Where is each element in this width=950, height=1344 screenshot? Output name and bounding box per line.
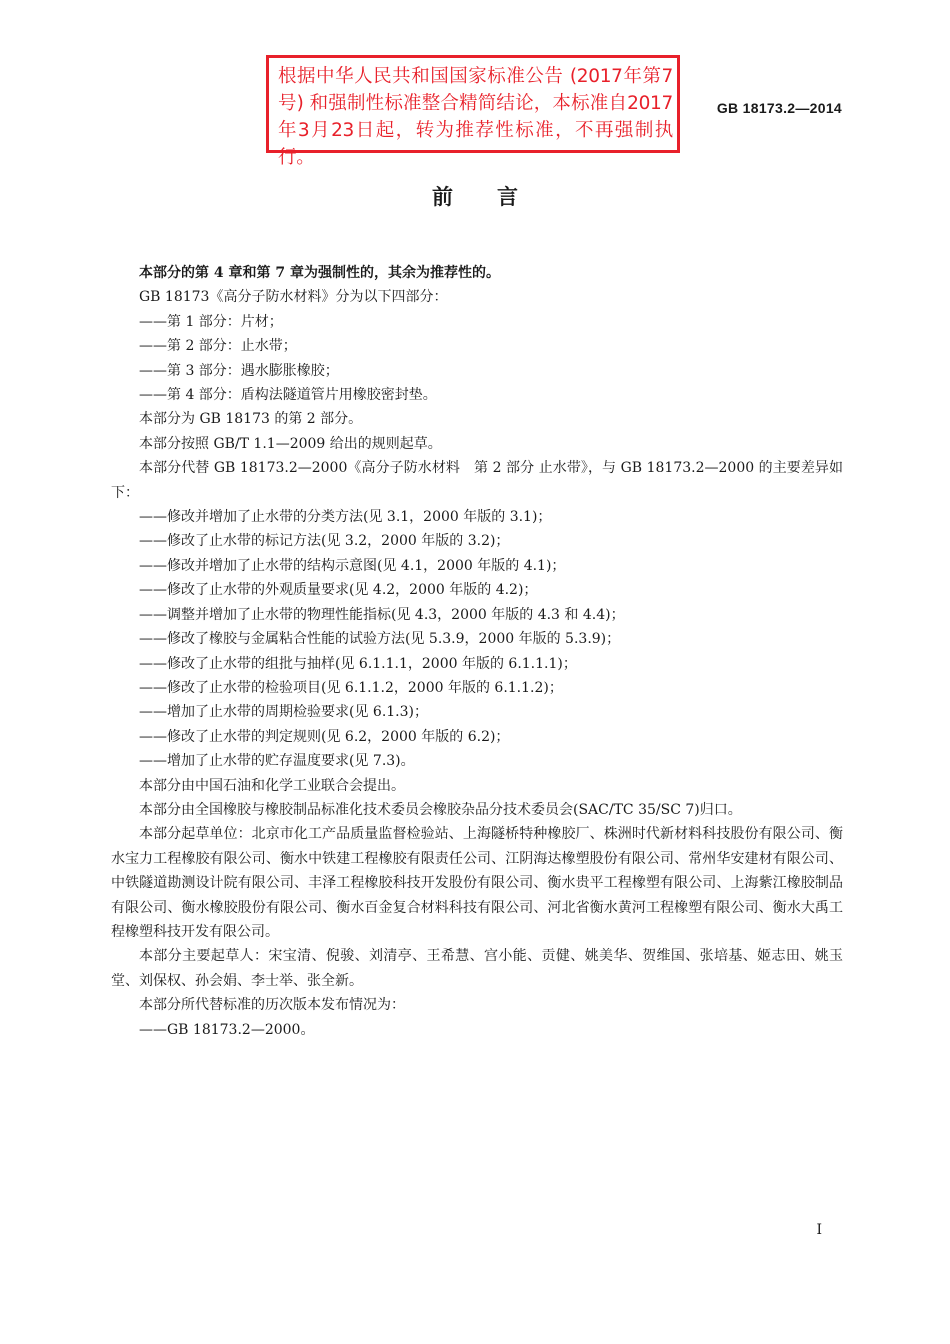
mandatory-status-notice <box>266 55 680 168</box>
list-item: ——修改并增加了止水带的分类方法(见 3.1，2000 年版的 3.1)； <box>139 509 552 526</box>
standard-code: GB 18173.2—2014 <box>716 100 842 116</box>
list-item: ——修改了止水带的检验项目(见 6.1.1.2，2000 年版的 6.1.1.2)； <box>139 679 563 696</box>
list-item: ——修改了止水带的判定规则(见 6.2，2000 年版的 6.2)； <box>139 728 510 745</box>
paragraph: 本部分的第 4 章和第 7 章为强制性的，其余为推荐性的。 <box>139 265 500 281</box>
paragraph: 本部分主要起草人：宋宝清、倪骏、刘清亭、王希慧、宫小能、贡健、姚美华、贺维国、张培基、姬志田、姚玉堂、刘保权、孙会娟、李士举、张全新。 <box>111 948 843 989</box>
paragraph: GB 18173《高分子防水材料》分为以下四部分： <box>139 289 448 306</box>
list-item: ——调整并增加了止水带的物理性能指标(见 4.3，2000 年版的 4.3 和 4.4)； <box>139 606 625 623</box>
list-item: ——第 4 部分：盾构法隧道管片用橡胶密封垫。 <box>139 387 437 404</box>
list-item: ——GB 18173.2—2000。 <box>139 1021 315 1038</box>
list-item: ——第 1 部分：片材； <box>139 313 283 330</box>
paragraph: 本部分由全国橡胶与橡胶制品标准化技术委员会橡胶杂品分技术委员会(SAC/TC 35/SC 7)归口。 <box>139 801 742 818</box>
paragraph: 本部分为 GB 18173 的第 2 部分。 <box>139 411 363 428</box>
paragraph: 本部分由中国石油和化学工业联合会提出。 <box>139 777 405 794</box>
list-item: ——修改了止水带的组批与抽样(见 6.1.1.1，2000 年版的 6.1.1.1)； <box>139 655 577 672</box>
list-item: ——修改了止水带的标记方法(见 3.2，2000 年版的 3.2)； <box>139 533 510 550</box>
page-title: 前言 <box>432 185 562 209</box>
page-number: I <box>816 1222 822 1238</box>
paragraph: 本部分代替 GB 18173.2—2000《高分子防水材料 第 2 部分 止水带》，与 GB 18173.2—2000 的主要差异如下： <box>111 460 843 501</box>
foreword-body <box>111 261 843 1042</box>
list-item: ——第 3 部分：遇水膨胀橡胶； <box>139 362 339 379</box>
paragraph: 本部分所代替标准的历次版本发布情况为： <box>139 997 405 1014</box>
list-item: ——修改了止水带的外观质量要求(见 4.2，2000 年版的 4.2)； <box>139 582 538 599</box>
list-item: ——增加了止水带的周期检验要求(见 6.1.3)； <box>139 704 428 721</box>
notice-text: 根据中华人民共和国国家标准公告 (2017年第7号) 和强制性标准整合精简结论，本标准自2017年3月23日起，转为推荐性标准，不再强制执行。 <box>278 66 673 168</box>
list-item: ——修改并增加了止水带的结构示意图(见 4.1，2000 年版的 4.1)； <box>139 557 566 574</box>
paragraph: 本部分按照 GB/T 1.1—2009 给出的规则起草。 <box>139 435 442 452</box>
list-item: ——修改了橡胶与金属粘合性能的试验方法(见 5.3.9，2000 年版的 5.3.9)； <box>139 631 621 648</box>
list-item: ——第 2 部分：止水带； <box>139 338 297 355</box>
paragraph: 本部分起草单位：北京市化工产品质量监督检验站、上海隧桥特种橡胶厂、株洲时代新材料科技股份有限公司、衡水宝力工程橡胶有限公司、衡水中铁建工程橡胶有限责任公司、江阴海达橡塑股份有限公司、常州华安建材有限公司、中铁隧道勘测设计院有限公司、丰泽工程橡胶科技开发股份有限公司、衡水贵平工程橡塑有限公司、上海紫江橡胶制品有限公司、衡水橡胶股份有限公司、衡水百金复合材料科技有限公司、河北省衡水黄河工程橡塑有限公司、衡水大禹工程橡塑科技开发有限公司。 <box>111 826 843 940</box>
list-item: ——增加了止水带的贮存温度要求(见 7.3)。 <box>139 753 415 770</box>
